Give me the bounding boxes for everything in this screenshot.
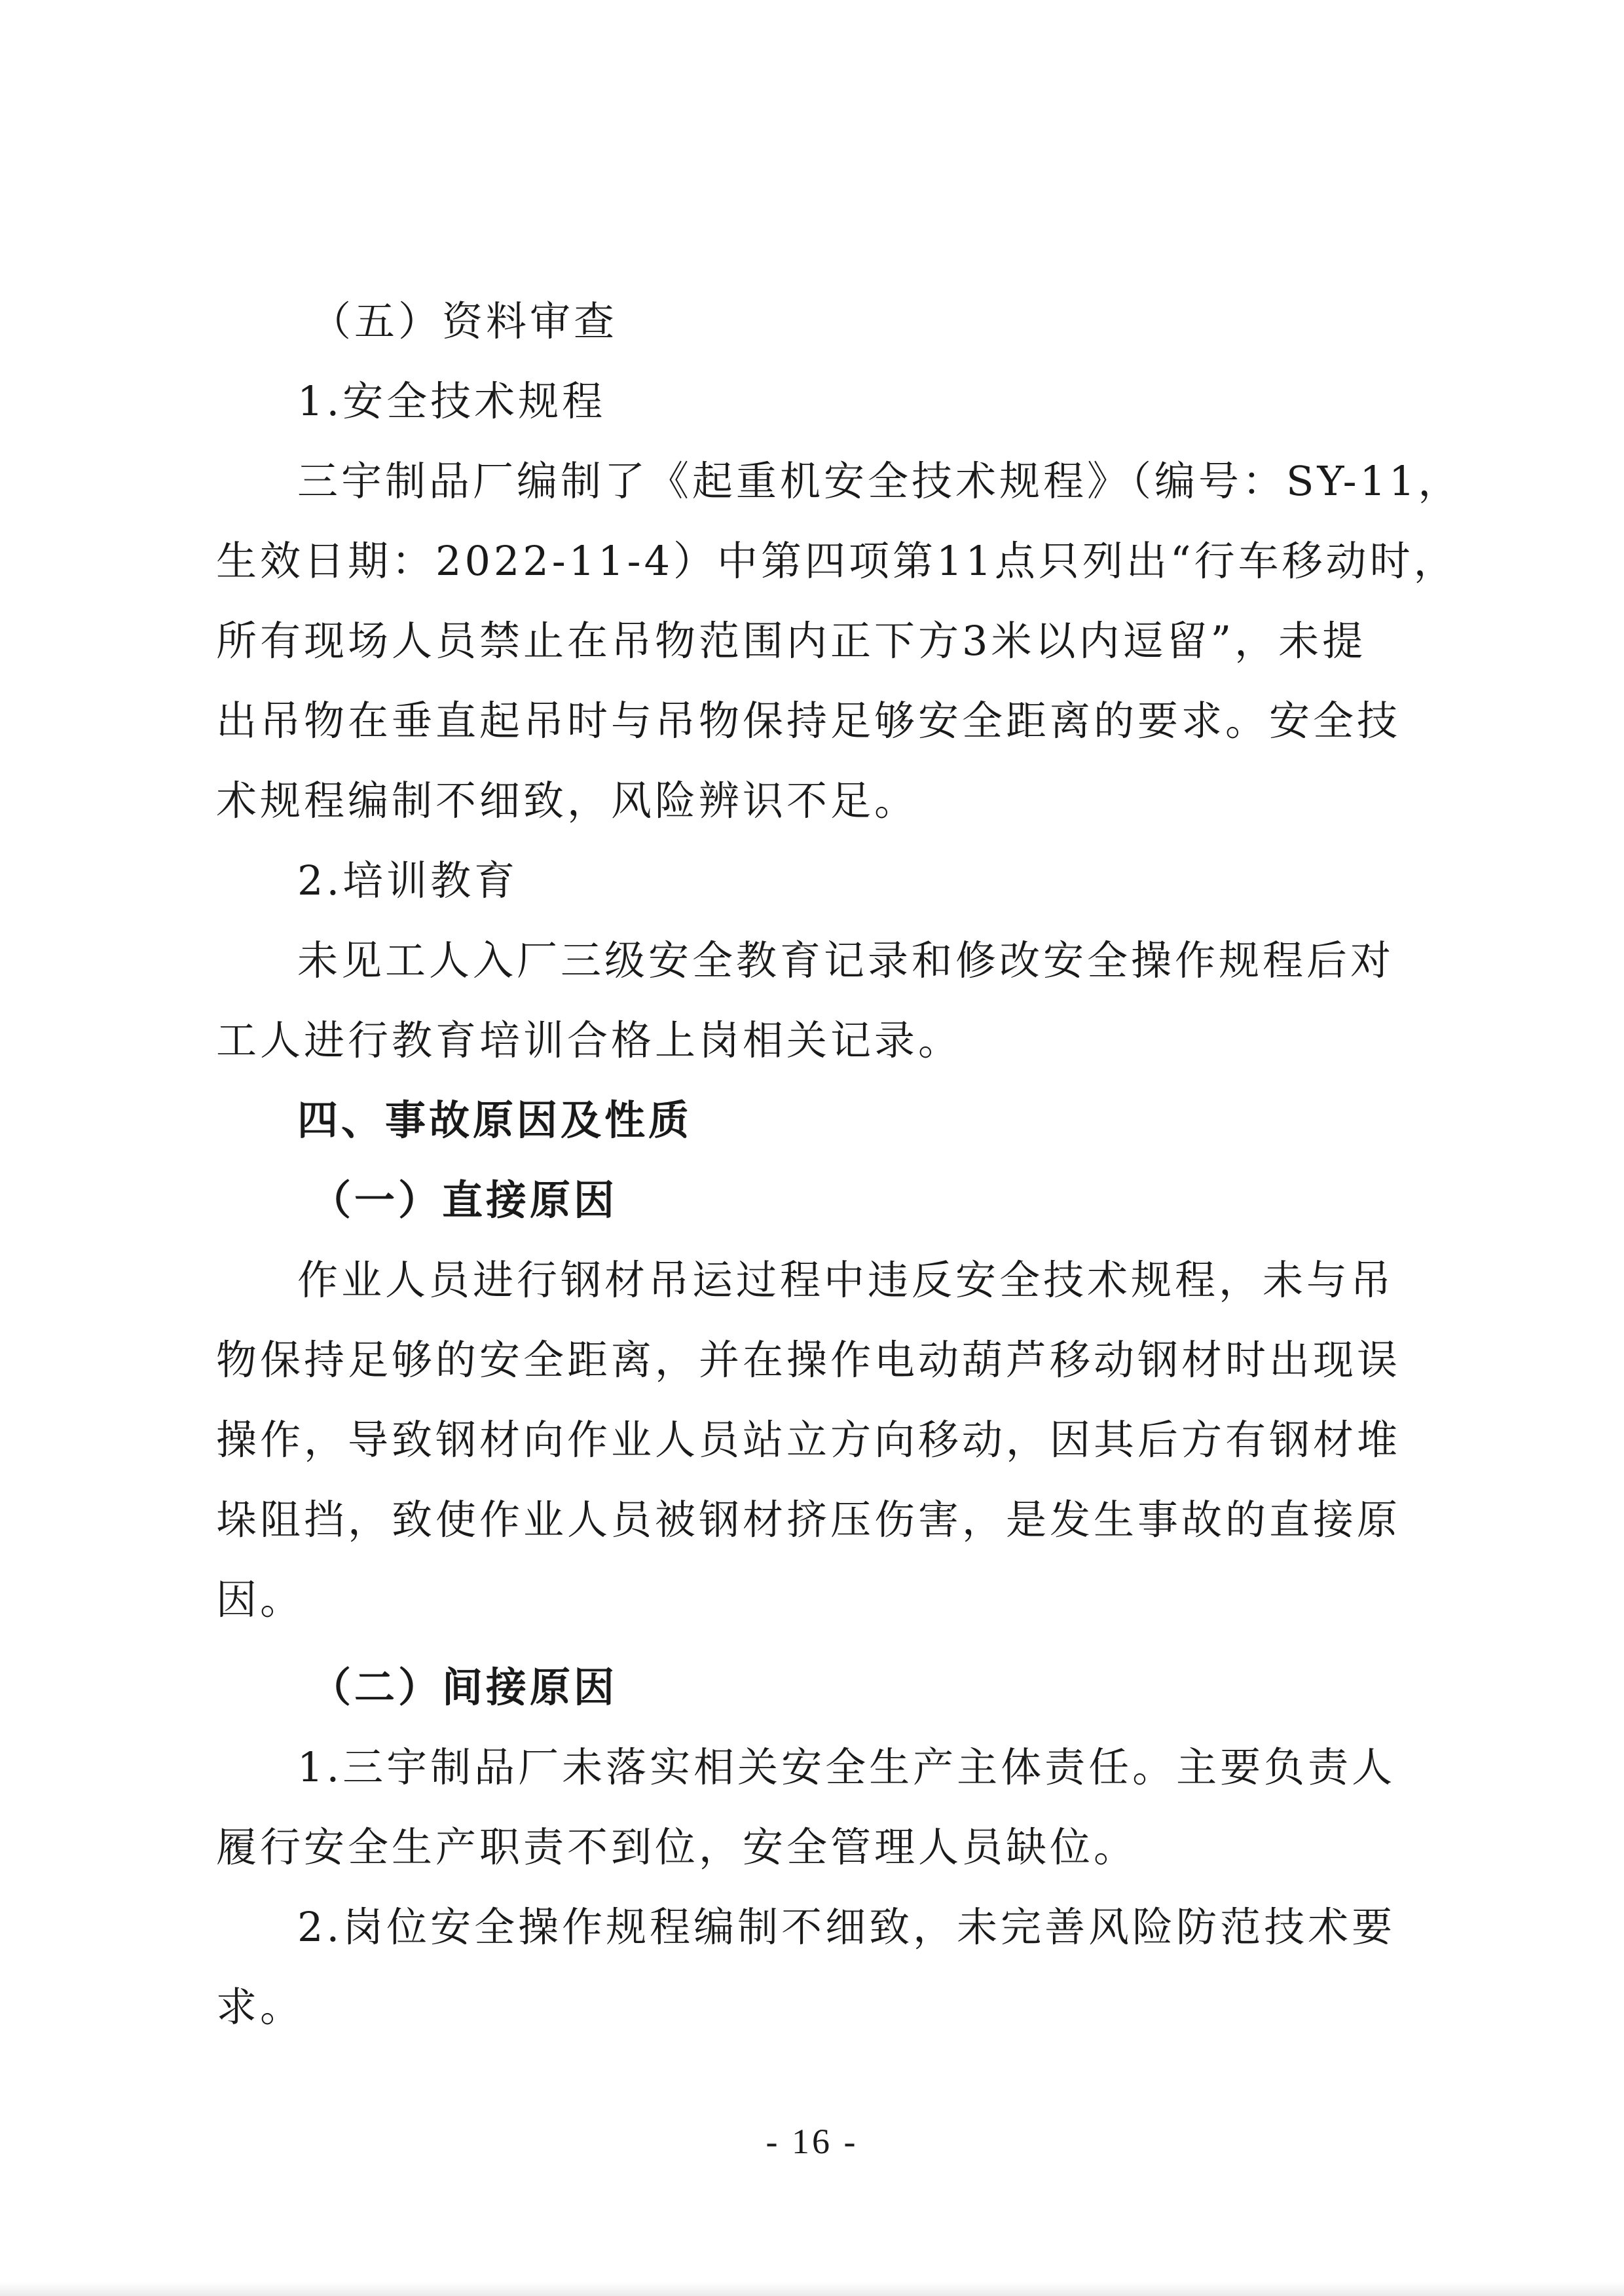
paragraph-line: 物保持足够的安全距离，并在操作电动葫芦移动钢材时出现误 bbox=[216, 1336, 1401, 1384]
paragraph-line: 垛阻挡，致使作业人员被钢材挤压伤害，是发生事故的直接原 bbox=[216, 1496, 1401, 1544]
paragraph-line: 所有现场人员禁止在吊物范围内正下方3米以内逗留”，未提 bbox=[216, 617, 1367, 665]
paragraph-line: 工人进行教育培训合格上岗相关记录。 bbox=[216, 1016, 963, 1064]
scan-edge-shadow bbox=[0, 2282, 1624, 2296]
page-number: - 16 - bbox=[766, 2122, 858, 2161]
paragraph-line: 未见工人入厂三级安全教育记录和修改安全操作规程后对 bbox=[297, 936, 1395, 984]
paragraph-line: 1.三宇制品厂未落实相关安全生产主体责任。主要负责人 bbox=[297, 1743, 1396, 1791]
section-heading-indirect-cause: （二）间接原因 bbox=[310, 1663, 618, 1711]
paragraph-line: 2.岗位安全操作规程编制不细致，未完善风险防范技术要 bbox=[297, 1903, 1396, 1951]
section-heading-direct-cause: （一）直接原因 bbox=[310, 1176, 618, 1224]
section-heading-data-review: （五）资料审查 bbox=[310, 297, 618, 345]
paragraph-line: 出吊物在垂直起吊时与吊物保持足够安全距离的要求。安全技 bbox=[216, 697, 1401, 745]
paragraph-line: 因。 bbox=[216, 1576, 304, 1623]
paragraph-line: 术规程编制不细致，风险辨识不足。 bbox=[216, 777, 919, 824]
paragraph-line: 履行安全生产职责不到位，安全管理人员缺位。 bbox=[216, 1823, 1138, 1871]
paragraph-line: 生效日期：2022-11-4）中第四项第11点只列出“行车移动时， bbox=[216, 537, 1458, 585]
paragraph-line: 作业人员进行钢材吊运过程中违反安全技术规程，未与吊 bbox=[297, 1256, 1395, 1304]
paragraph-line: 三宇制品厂编制了《起重机安全技术规程》（编号：SY-11， bbox=[297, 457, 1462, 505]
chapter-heading-accident-causes: 四、事故原因及性质 bbox=[297, 1096, 693, 1144]
paragraph-line: 求。 bbox=[216, 1983, 304, 2031]
document-body bbox=[216, 282, 1462, 2047]
paragraph-line: 操作，导致钢材向作业人员站立方向移动，因其后方有钢材堆 bbox=[216, 1416, 1401, 1464]
subsection-heading-safety-rules: 1.安全技术规程 bbox=[297, 377, 606, 425]
subsection-heading-training: 2.培训教育 bbox=[297, 857, 519, 904]
